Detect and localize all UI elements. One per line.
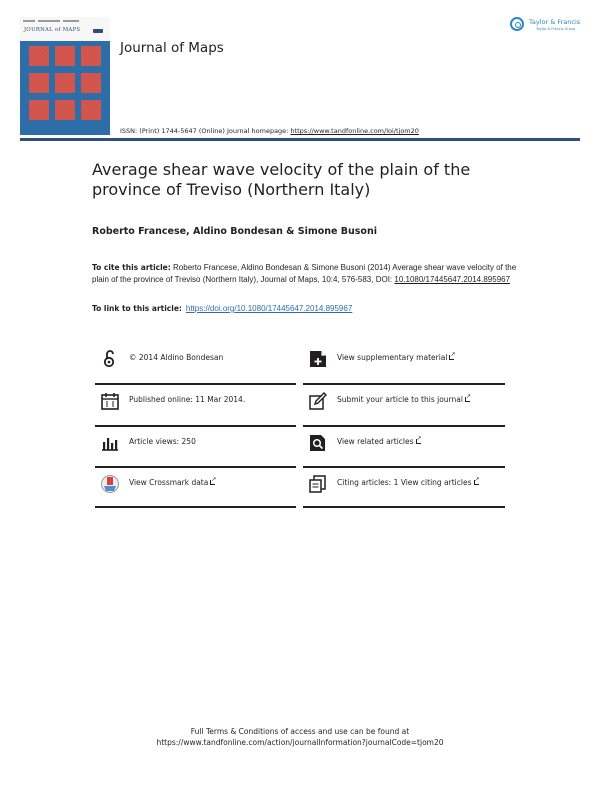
bar-chart-icon	[100, 433, 120, 453]
calendar-icon	[100, 391, 120, 411]
cover-header-band	[20, 17, 110, 41]
cite-label: To cite this article:	[92, 263, 171, 272]
cover-map-tiles	[29, 46, 101, 126]
crossmark-icon	[100, 474, 120, 494]
crossmark-link[interactable]	[129, 478, 216, 487]
published-date: Published online: 11 Mar 2014.	[129, 395, 246, 404]
publisher-logo[interactable]	[510, 17, 585, 35]
link-label: To link to this article:	[92, 304, 182, 313]
external-link-icon	[416, 438, 422, 444]
cover-publisher-mark	[93, 29, 103, 33]
supplementary-label: View supplementary material	[337, 353, 448, 362]
crossmark-cell[interactable]	[100, 468, 296, 504]
footer-terms-link[interactable]: https://www.tandfonline.com/action/journalInformation?journalCode=tjom20	[156, 738, 444, 747]
submit-cell[interactable]	[308, 385, 504, 421]
published-cell	[100, 385, 296, 421]
article-link-line	[92, 304, 352, 313]
footer-line-1: Full Terms & Conditions of access and use can be found at	[190, 727, 410, 736]
article-views-text: Article views: 250	[129, 437, 196, 446]
cover-small-print	[23, 20, 107, 23]
article-title: Average shear wave velocity of the plain of the province of Treviso (Northern Italy)	[92, 160, 471, 199]
grid-divider	[95, 506, 296, 508]
publisher-name: Taylor & Francis	[529, 18, 581, 26]
external-link-icon	[465, 396, 471, 402]
issn-line	[120, 127, 419, 135]
cite-text: Roberto Francese, Aldino Bondesan & Simone Busoni (2014) Average shear wave velocity of the plain of the province of Treviso (Northern Italy), Journal of Maps, 10:4, 576-583, DOI:	[92, 263, 517, 284]
citation-block	[92, 262, 532, 285]
submit-label: Submit your article to this journal	[337, 395, 463, 404]
journal-name: Journal of Maps	[120, 40, 224, 56]
article-doi-link[interactable]: https://doi.org/10.1080/17445647.2014.895967	[185, 304, 353, 313]
citing-label: Citing articles: 1 View citing articles	[337, 478, 472, 487]
copyright-cell	[100, 343, 296, 379]
grid-divider	[303, 506, 505, 508]
article-authors: Roberto Francese, Aldino Bondesan & Simone Busoni	[92, 226, 377, 237]
header-divider	[20, 138, 580, 141]
submit-article-link[interactable]	[337, 395, 471, 404]
journal-cover-thumbnail	[20, 17, 110, 135]
external-link-icon	[449, 354, 455, 360]
publisher-logo-icon	[510, 17, 524, 31]
related-search-icon	[308, 433, 328, 453]
edit-icon	[308, 391, 328, 411]
publisher-subtitle: Taylor & Francis Group	[536, 27, 576, 31]
copyright-text: © 2014 Aldino Bondesan	[129, 353, 224, 362]
cite-doi-link[interactable]: 10.1080/17445647.2014.895967	[394, 274, 511, 284]
related-articles-link[interactable]	[337, 437, 422, 446]
citing-icon	[308, 474, 328, 494]
crossmark-label: View Crossmark data	[129, 478, 209, 487]
related-label: View related articles	[337, 437, 414, 446]
journal-homepage-link[interactable]: https://www.tandfonline.com/loi/tjom20	[290, 127, 419, 135]
article-views-cell[interactable]	[100, 427, 296, 463]
related-cell[interactable]	[308, 427, 504, 463]
cover-title: JOURNAL of MAPS	[24, 27, 81, 33]
citing-cell[interactable]	[308, 468, 504, 504]
supplementary-link[interactable]	[337, 353, 455, 362]
citing-articles-link[interactable]	[337, 478, 480, 487]
document-plus-icon	[308, 349, 328, 369]
external-link-icon	[474, 479, 480, 485]
external-link-icon	[210, 479, 216, 485]
issn-text: ISSN: (Print) 1744-5647 (Online) Journal homepage:	[120, 127, 291, 135]
open-access-icon	[100, 349, 120, 369]
footer-terms	[0, 726, 600, 748]
supplementary-cell[interactable]	[308, 343, 504, 379]
